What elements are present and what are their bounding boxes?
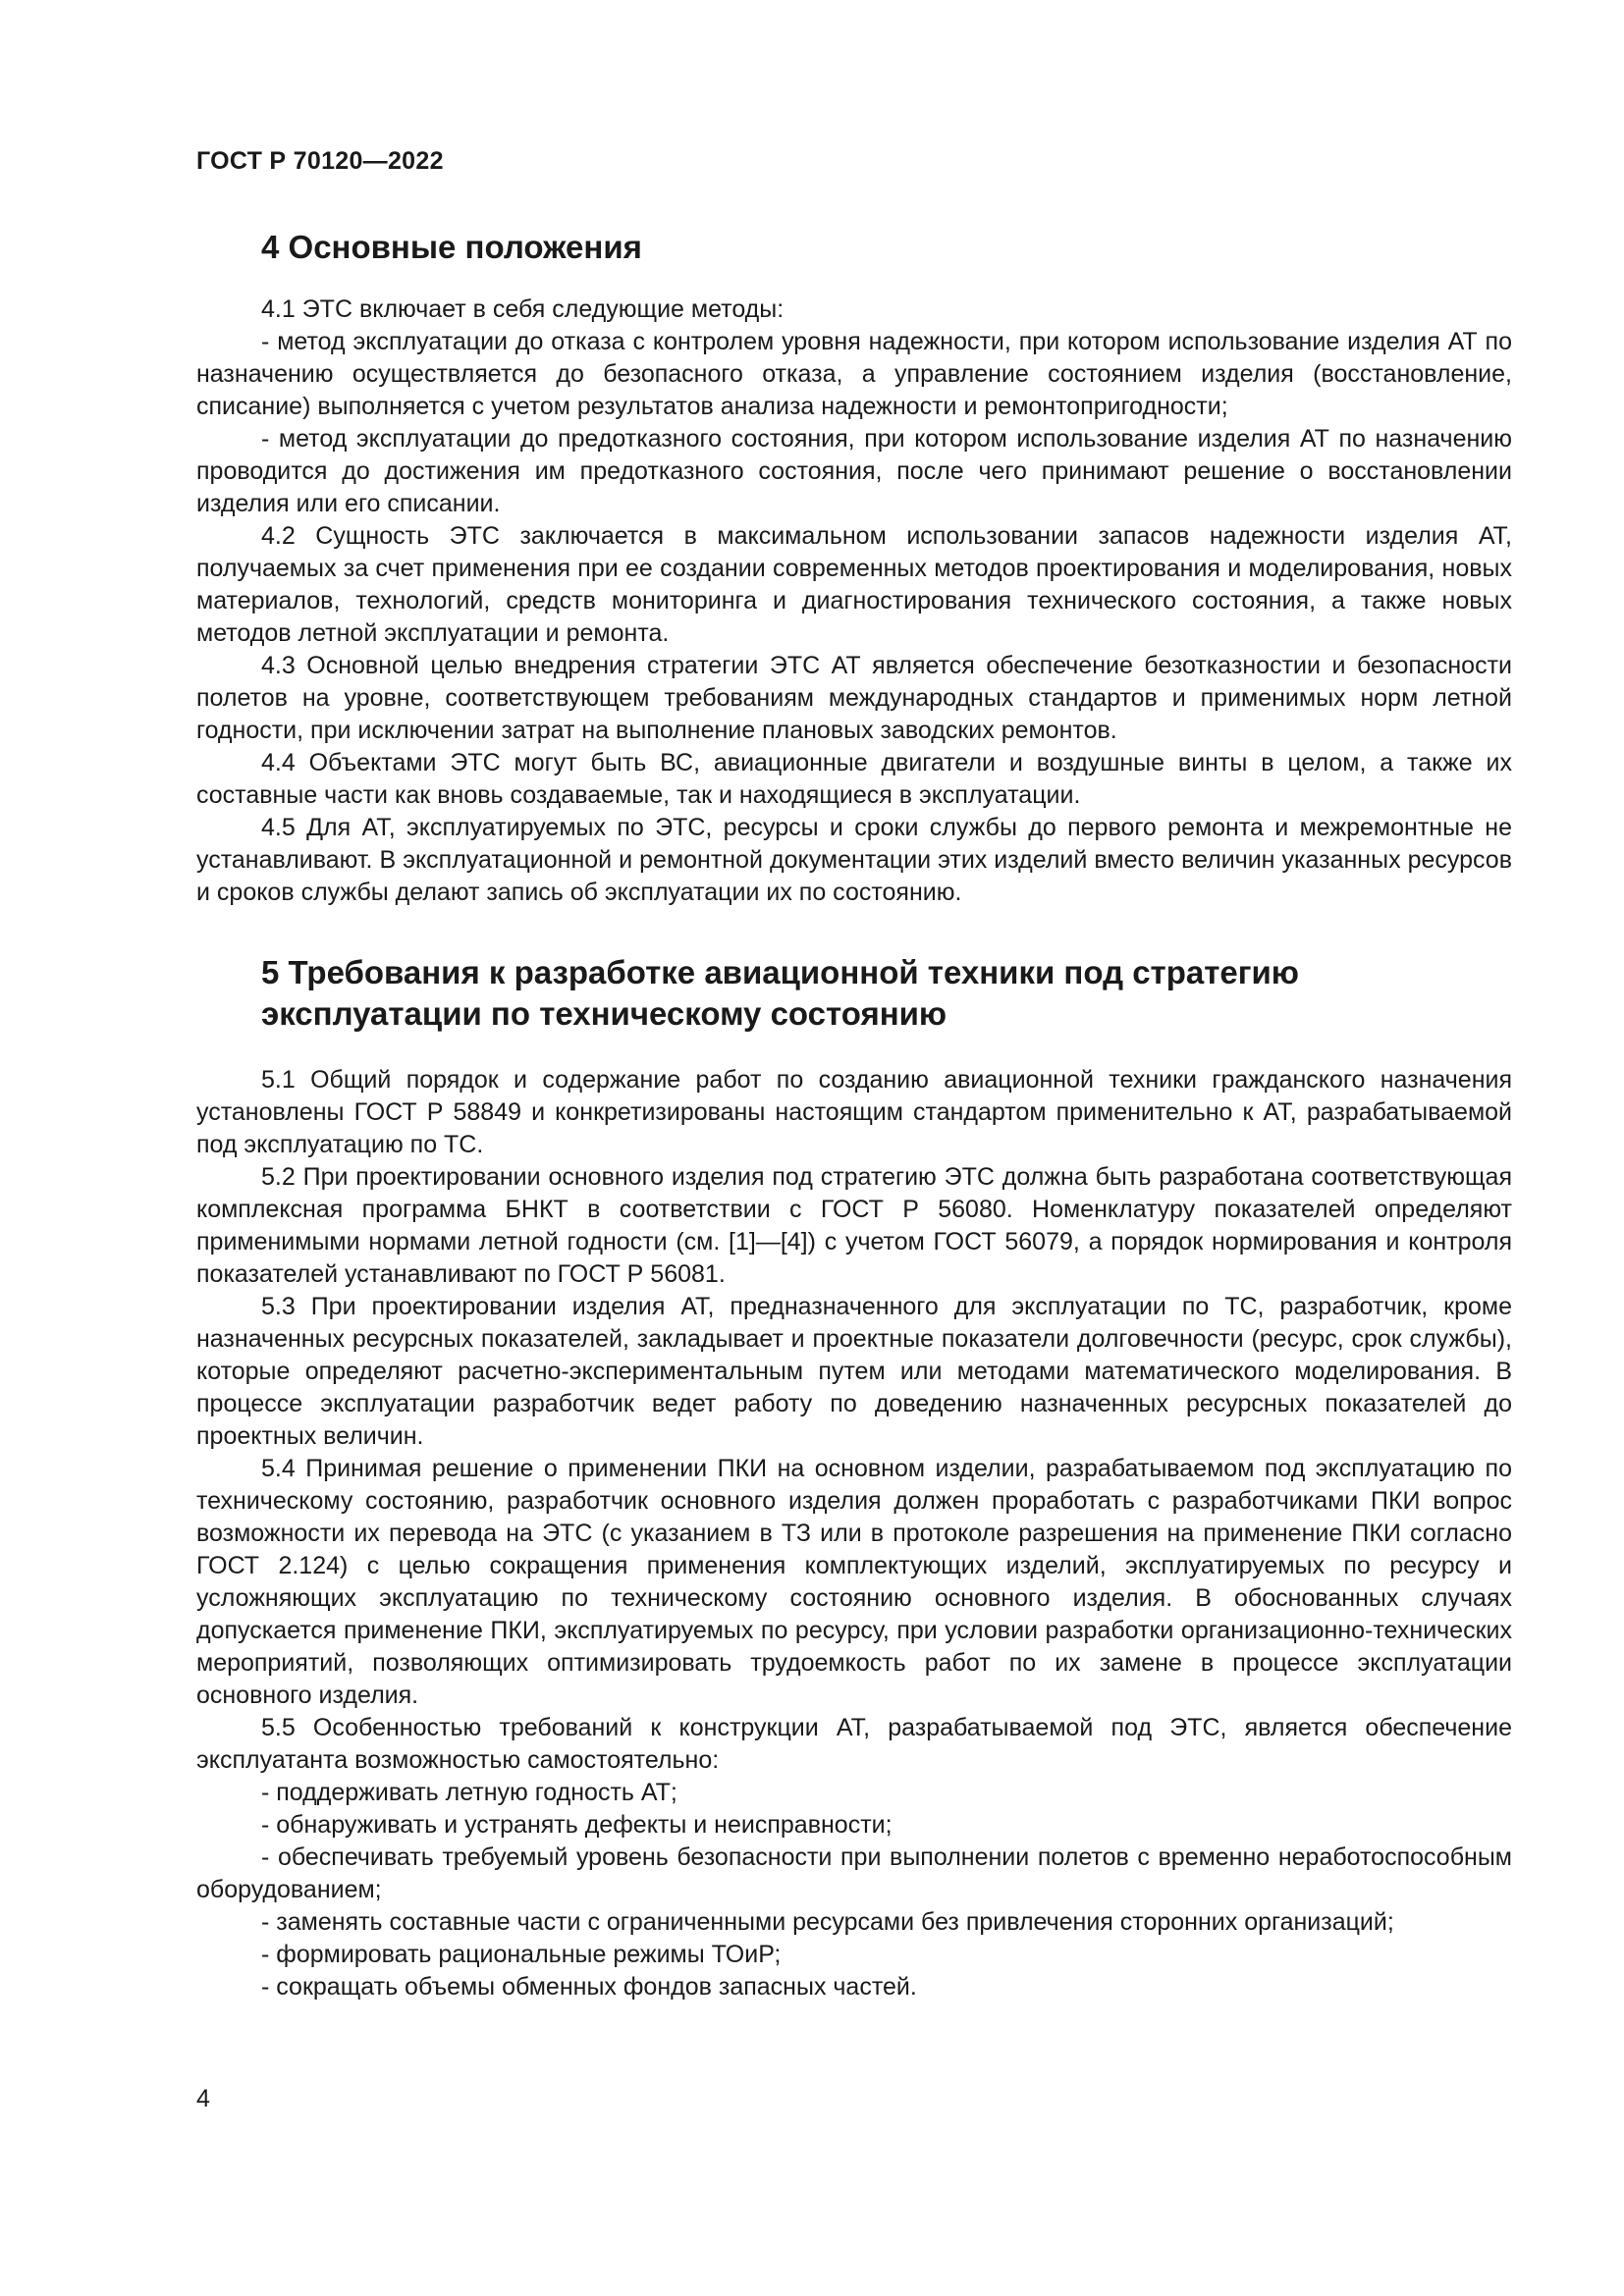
paragraph: 5.1 Общий порядок и содержание работ по созданию авиационной техники гражданского назначения установлены ГОСТ Р 58849 и конкретизированы настоящим стандартом применительно к АТ, разрабатываемой под эксплуатацию по ТС. — [196, 1066, 1512, 1158]
paragraph: 5.4 Принимая решение о применении ПКИ на основном изделии, разрабатываемом под эксплуатацию по техническому состоянию, разработчик основного изделия должен проработать с разработчиками ПКИ вопрос возможности их перевода на ЭТС (с указанием в ТЗ или в протоколе разрешения на применение ПКИ согласно ГОСТ 2.124) с целью сокращения применения комплектующих изделий, эксплуатируемых по ресурсу и усложняющих эксплуатацию по техническому состоянию основного изделия. В обоснованных случаях допускается применение ПКИ, эксплуатируемых по ресурсу, при условии разработки организационно-технических мероприятий, позволяющих оптимизировать трудоемкость работ по их замене в процессе эксплуатации основного изделия. — [196, 1455, 1512, 1709]
paragraph: 4.5 Для АТ, эксплуатируемых по ЭТС, ресурсы и сроки службы до первого ремонта и межремонтные не устанавливают. В эксплуатационной и ремонтной документации этих изделий вместо величин указанных ресурсов и сроков службы делают запись об эксплуатации их по состоянию. — [196, 814, 1512, 906]
document-page — [196, 147, 1512, 2003]
document-number: ГОСТ Р 70120—2022 — [196, 147, 444, 175]
list-item: - формировать рациональные режимы ТОиР; — [261, 1941, 782, 1968]
paragraph: 4.1 ЭТС включает в себя следующие методы: — [261, 295, 785, 323]
list-item: - метод эксплуатации до предотказного состояния, при котором использование изделия АТ по назначению проводится до достижения им предотказного состояния, после чего принимают решение о восстановлении изделия или его списании. — [196, 425, 1512, 517]
section-5-body — [196, 1064, 1512, 2003]
paragraph: 4.2 Сущность ЭТС заключается в максимальном использовании запасов надежности изделия АТ, получаемых за счет применения при ее создании современных методов проектирования и моделирования, новых материалов, технологий, средств мониторинга и диагностирования технического состояния, а также новых методов летной эксплуатации и ремонта. — [196, 522, 1512, 647]
list-item: - сокращать объемы обменных фондов запасных частей. — [261, 1973, 917, 2001]
section-4-body — [196, 294, 1512, 909]
paragraph: 5.5 Особенностью требований к конструкции АТ, разрабатываемой под ЭТС, является обеспечение эксплуатанта возможностью самостоятельно: — [196, 1714, 1512, 1774]
paragraph: 5.2 При проектировании основного изделия под стратегию ЭТС должна быть разработана соответствующая комплексная программа БНКТ в соответствии с ГОСТ Р 56080. Номенклатуру показателей определяют применимыми нормами летной годности (см. [1]—[4]) с учетом ГОСТ 56079, а порядок нормирования и контроля показателей устанавливают по ГОСТ Р 56081. — [196, 1163, 1512, 1288]
list-item: - поддерживать летную годность АТ; — [261, 1779, 677, 1806]
page-number: 4 — [196, 2085, 210, 2112]
paragraph: 4.3 Основной целью внедрения стратегии ЭТС АТ является обеспечение безотказностии и безопасности полетов на уровне, соответствующем требованиям международных стандартов и применимых норм летной годности, при исключении затрат на выполнение плановых заводских ремонтов. — [196, 652, 1512, 744]
list-item: - обнаруживать и устранять дефекты и неисправности; — [261, 1811, 893, 1839]
section-4-title: 4 Основные положения — [261, 229, 642, 265]
list-item: - метод эксплуатации до отказа с контролем уровня надежности, при котором использование изделия АТ по назначению осуществляется до безопасного отказа, а управление состоянием изделия (восстановление, списание) выполняется с учетом результатов анализа надежности и ремонтопригодности; — [196, 328, 1512, 420]
paragraph: 5.3 При проектировании изделия АТ, предназначенного для эксплуатации по ТС, разработчик, кроме назначенных ресурсных показателей, закладывает и проектные показатели долговечности (ресурс, срок службы), которые определяют расчетно-экспериментальным путем или методами математического моделирования. В процессе эксплуатации разработчик ведет работу по доведению назначенных ресурсных показателей до проектных величин. — [196, 1293, 1512, 1450]
list-item: - обеспечивать требуемый уровень безопасности при выполнении полетов с временно неработоспособным оборудованием; — [196, 1843, 1512, 1903]
list-item: - заменять составные части с ограниченными ресурсами без привлечения сторонних организаций; — [261, 1908, 1394, 1936]
paragraph: 4.4 Объектами ЭТС могут быть ВС, авиационные двигатели и воздушные винты в целом, а также их составные части как вновь создаваемые, так и находящиеся в эксплуатации. — [196, 749, 1512, 809]
section-5-title: 5 Требования к разработке авиационной техники под стратегию эксплуатации по техническому состоянию — [261, 954, 1299, 1032]
